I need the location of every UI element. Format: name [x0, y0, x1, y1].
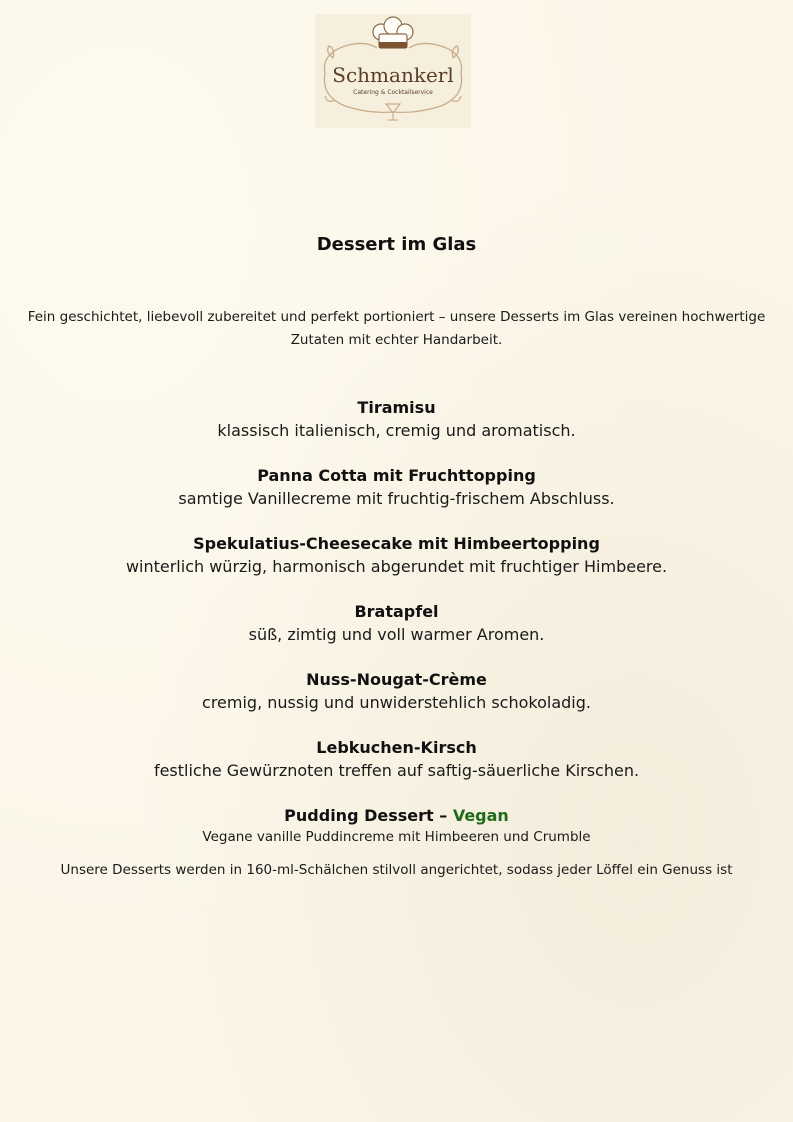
list-item — [0, 669, 793, 737]
item-name: Spekulatius-Cheesecake mit Himbeertopping — [193, 534, 600, 553]
list-item — [0, 397, 793, 465]
vegan-item-name: Pudding Dessert – — [284, 806, 453, 825]
list-item — [0, 601, 793, 669]
item-name: Lebkuchen-Kirsch — [316, 738, 477, 757]
list-item — [0, 533, 793, 601]
item-description: klassisch italienisch, cremig und aromatisch. — [217, 421, 576, 440]
item-name: Panna Cotta mit Fruchttopping — [257, 466, 536, 485]
dessert-list — [0, 397, 793, 873]
item-description: samtige Vanillecreme mit fruchtig-frischem Abschluss. — [178, 489, 615, 508]
item-description: cremig, nussig und unwiderstehlich schokoladig. — [202, 693, 591, 712]
item-name — [0, 805, 793, 827]
logo-name: Schmankerl — [332, 63, 454, 87]
item-description: süß, zimtig und voll warmer Aromen. — [248, 625, 545, 644]
item-name: Bratapfel — [354, 602, 439, 621]
schmankerl-logo — [315, 14, 471, 128]
chef-hat-logo-icon — [315, 14, 471, 128]
serving-footnote: Unsere Desserts werden in 160-ml-Schälchen stilvoll angerichtet, sodass jeder Löffel ein Genuss ist — [60, 862, 733, 878]
item-name: Nuss-Nougat-Crème — [306, 670, 487, 689]
vegan-badge: Vegan — [452, 806, 509, 825]
item-description: festliche Gewürznoten treffen auf saftig-säuerliche Kirschen. — [153, 761, 640, 780]
list-item — [0, 465, 793, 533]
item-description: winterlich würzig, harmonisch abgerundet mit fruchtiger Himbeere. — [125, 557, 668, 576]
item-description: Vegane vanille Puddincreme mit Himbeeren und Crumble — [202, 829, 591, 845]
logo-tagline: Catering & Cocktailservice — [353, 89, 433, 96]
item-name: Tiramisu — [357, 398, 436, 417]
list-item — [0, 737, 793, 805]
intro-text: Fein geschichtet, liebevoll zubereitet und perfekt portioniert – unsere Desserts im Glas vereinen hochwertige Zutaten mit echter Handarbeit. — [27, 309, 766, 348]
page-title: Dessert im Glas — [316, 234, 477, 255]
